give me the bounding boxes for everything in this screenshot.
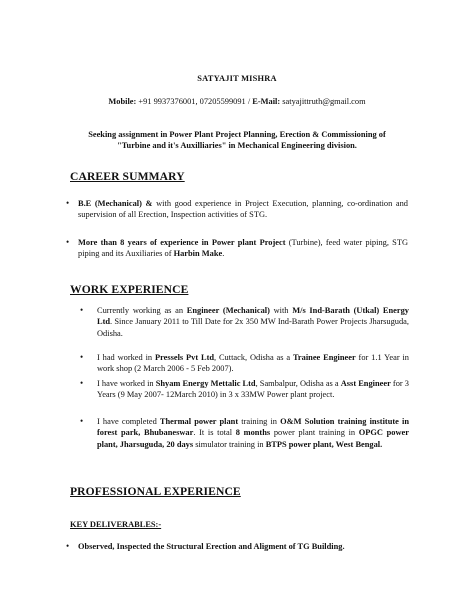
plant-name: BTPS power plant, West Bengal. — [265, 439, 383, 449]
job-title: Trainee Engineer — [292, 353, 356, 362]
company-name: Shyam Energy Mettalic Ltd — [155, 379, 256, 388]
career-summary-item — [78, 198, 408, 221]
career-summary-item — [78, 237, 408, 260]
candidate-name: SATYAJIT MISHRA — [197, 74, 277, 83]
plant-name: OPGC power plant, Jharsuguda, 20 days — [97, 428, 409, 449]
contact-line — [0, 97, 474, 106]
professional-experience-heading: PROFESSIONAL EXPERIENCE — [70, 485, 241, 498]
mobile-label: Mobile: — [108, 97, 137, 106]
work-text: I had worked in — [97, 353, 155, 362]
bullet-icon: • — [66, 541, 70, 551]
bullet-icon: • — [80, 378, 84, 388]
bullet-icon: • — [80, 416, 84, 426]
period-text: . — [222, 249, 225, 259]
work-text: simulator training in — [193, 439, 266, 449]
work-text: training in — [238, 417, 281, 426]
summary-text: (Turbine), feed water piping, STG piping and its Auxiliaries of — [78, 238, 408, 259]
work-text: , Cuttack, Odisha as a — [214, 353, 293, 362]
make-text: Harbin Make — [173, 249, 223, 259]
institute-name: O&M Solution training institute in forest park, Bhubaneswar — [97, 417, 410, 438]
work-text: Currently working as an — [97, 306, 187, 315]
work-text: , Sambalpur, Odisha as a — [255, 379, 341, 388]
work-experience-item — [97, 416, 409, 450]
key-deliverable-item: Observed, Inspected the Structural Erection and Aligment of TG Building. — [78, 542, 345, 551]
degree-text: B.E (Mechanical) & — [78, 199, 153, 208]
work-experience-item — [97, 378, 409, 401]
company-name: M/s Ind-Barath (Utkal) Energy Ltd — [97, 306, 409, 327]
company-name: Pressels Pvt Ltd — [154, 353, 215, 362]
job-title: Asst Engineer — [340, 379, 391, 388]
objective-line-2: "Turbine and it's Auxilliaries" in Mechanical Engineering division. — [117, 141, 357, 150]
key-deliverables-heading: KEY DELIVERABLES:- — [70, 520, 162, 529]
work-text: I have worked in — [97, 379, 156, 388]
email-value: satyajittruth@gmail.com — [280, 97, 366, 106]
work-text: . Since January 2011 to Till Date for 2x 350 MW Ind-Barath Power Projects Jharsuguda, Odisha. — [97, 317, 409, 338]
training-name: Thermal power plant — [159, 417, 239, 426]
duration-text: 8 months — [235, 428, 271, 438]
work-experience-item — [97, 352, 409, 375]
bullet-icon: • — [66, 198, 70, 208]
work-text: I have completed — [97, 417, 160, 426]
experience-years-text: More than 8 years of experience in Power plant Project — [78, 238, 286, 247]
email-label: E-Mail: — [252, 97, 281, 106]
summary-text: with good experience in Project Execution, planning, co-ordination and supervision of all Erection, Inspection activities of STG. — [78, 199, 408, 220]
work-text: with — [269, 306, 293, 315]
bullet-icon: • — [80, 352, 84, 362]
bullet-icon: • — [66, 237, 70, 247]
work-text: for 3 Years (9 May 2007- 12March 2010) in 3 x 33MW Power plant project. — [97, 379, 409, 400]
work-text: for 1.1 Year in work shop (2 March 2006 - 5 Feb 2007). — [97, 353, 409, 374]
bullet-icon: • — [80, 305, 84, 315]
work-text: . It is total — [193, 428, 236, 438]
job-title: Engineer (Mechanical) — [186, 306, 270, 315]
work-experience-item — [97, 305, 409, 339]
mobile-value: +91 9937376001, 07205599091 / — [136, 97, 253, 106]
work-experience-heading: WORK EXPERIENCE — [70, 283, 189, 296]
career-summary-heading: CAREER SUMMARY — [70, 170, 185, 183]
work-text: power plant training in — [270, 428, 359, 438]
objective-line-1: Seeking assignment in Power Plant Project Planning, Erection & Commissioning of — [88, 130, 386, 139]
career-objective — [0, 129, 474, 151]
